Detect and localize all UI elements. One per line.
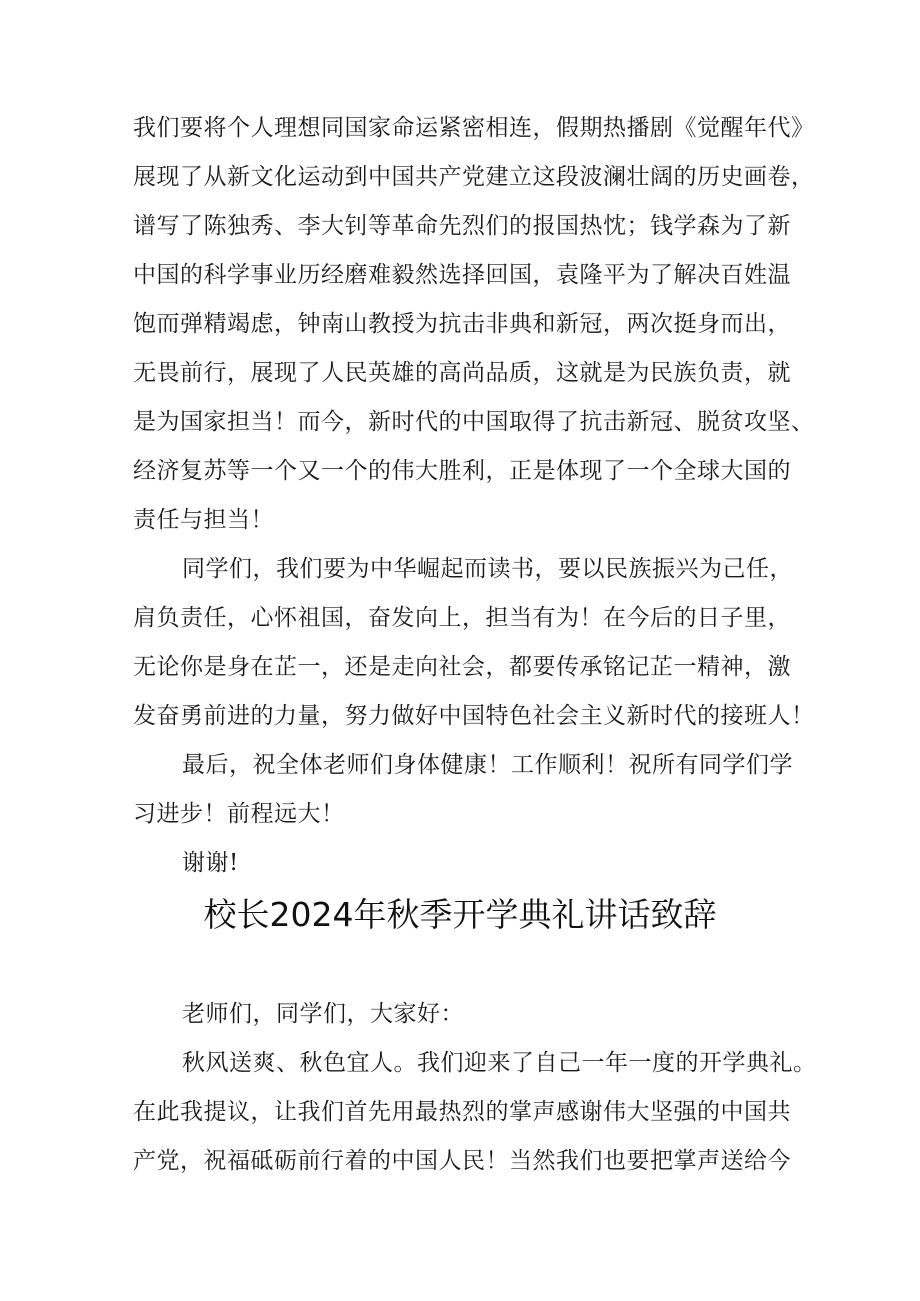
paragraph-line: 在此我提议，让我们首先用最热烈的掌声感谢伟大坚强的中国共 — [133, 1099, 791, 1125]
paragraph-line: 责任与担当！ — [133, 507, 274, 533]
paragraph-line: 是为国家担当！而今，新时代的中国取得了抗击新冠、脱贫攻坚、 — [133, 409, 815, 435]
paragraph-line: 经济复苏等一个又一个的伟大胜利，正是体现了一个全球大国的 — [133, 458, 791, 484]
paragraph-line: 饱而弹精竭虑，钟南山教授为抗击非典和新冠，两次挺身而出， — [133, 311, 791, 337]
paragraph-line: 中国的科学事业历经磨难毅然选择回国，袁隆平为了解决百姓温 — [133, 262, 791, 288]
paragraph-line: 肩负责任，心怀祖国，奋发向上，担当有为！在今后的日子里， — [133, 605, 791, 631]
paragraph-line: 展现了从新文化运动到中国共产党建立这段波澜壮阔的历史画卷， — [133, 164, 815, 190]
paragraph-line: 发奋勇前进的力量，努力做好中国特色社会主义新时代的接班人！ — [133, 703, 815, 729]
paragraph-line: 习进步！前程远大！ — [133, 801, 345, 827]
speech-title: 校长2024年秋季开学典礼讲话致辞 — [203, 895, 717, 934]
paragraph-line: 秋风送爽、秋色宜人。我们迎来了自己一年一度的开学典礼。 — [182, 1050, 817, 1076]
paragraph-line: 产党，祝福砥砺前行着的中国人民！当然我们也要把掌声送给今 — [133, 1148, 791, 1174]
paragraph-line: 无畏前行，展现了人民英雄的高尚品质，这就是为民族负责，就 — [133, 360, 791, 386]
paragraph-line: 最后，祝全体老师们身体健康！工作顺利！祝所有同学们学 — [182, 752, 793, 778]
greeting-line: 老师们，同学们，大家好： — [182, 1001, 464, 1027]
closing-text: 谢谢! — [182, 850, 239, 876]
paragraph-line: 无论你是身在芷一，还是走向社会，都要传承铭记芷一精神，激 — [133, 654, 791, 680]
paragraph-line: 谱写了陈独秀、李大钊等革命先烈们的报国热忱；钱学森为了新 — [133, 213, 791, 239]
paragraph-line: 同学们，我们要为中华崛起而读书，要以民族振兴为己任， — [182, 556, 793, 582]
paragraph-line: 我们要将个人理想同国家命运紧密相连，假期热播剧《觉醒年代》 — [133, 115, 815, 141]
